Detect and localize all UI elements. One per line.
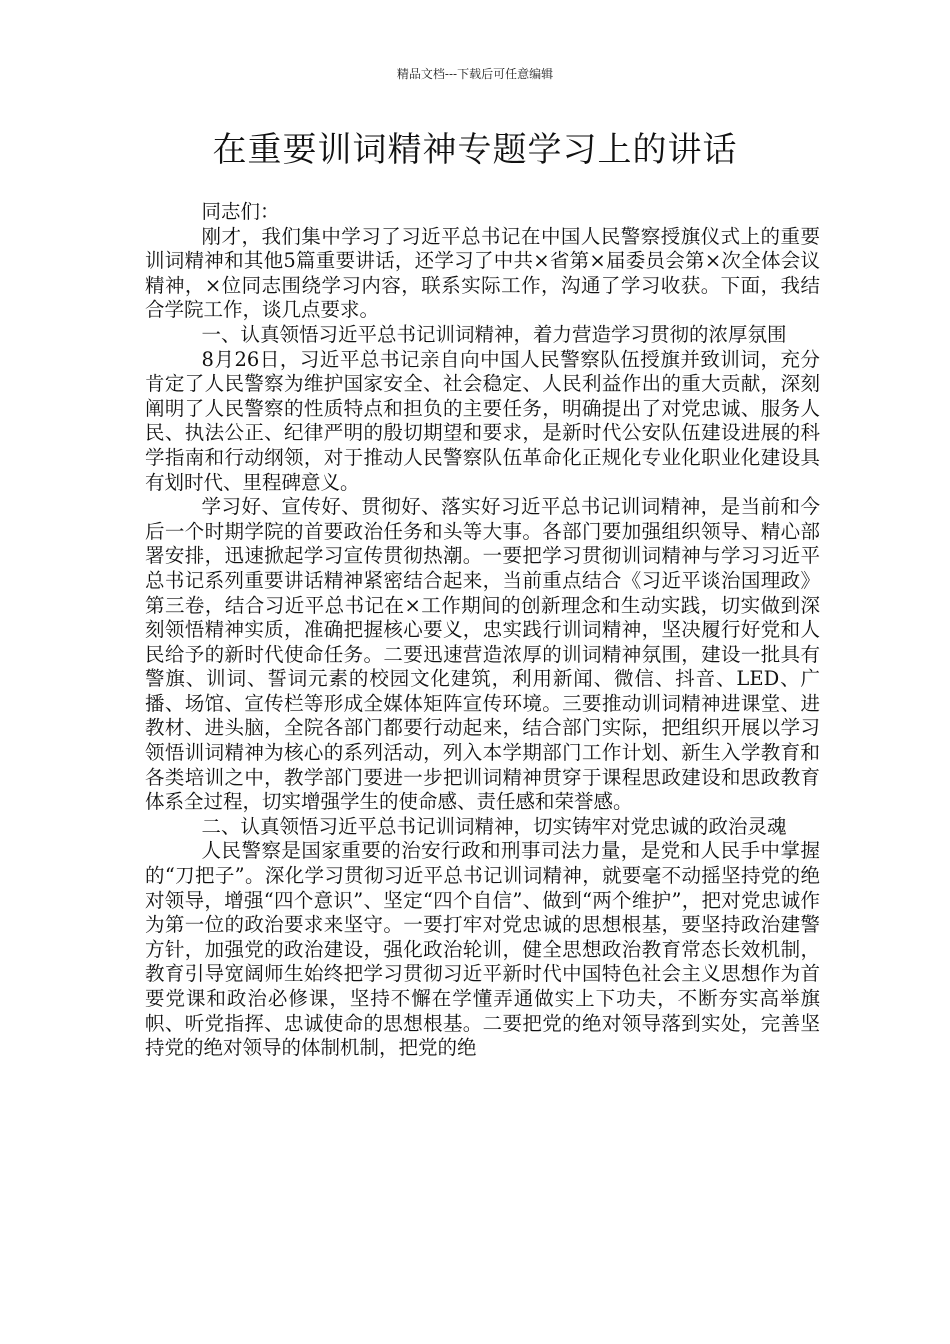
salutation: 同志们：	[201, 200, 280, 223]
document-title: 在重要训词精神专题学习上的讲话	[212, 130, 738, 170]
document-body	[145, 200, 820, 1061]
section-heading-2: 二、认真领悟习近平总书记训词精神，切实铸牢对党忠诚的政治灵魂	[201, 814, 787, 838]
paragraph: 8月26日，习近平总书记亲自向中国人民警察队伍授旗并致训词，充分肯定了人民警察为维护国家安全、社会稳定、人民利益作出的重大贡献，深刻阐明了人民警察的性质特点和担负的主要任务，明确提出了对党忠诚、服务人民、执法公正、纪律严明的殷切期望和要求，是新时代公安队伍建设进展的科学指南和行动纲领，对于推动人民警察队伍革命化正规化专业化职业化建设具有划时代、里程碑意义。	[145, 347, 820, 494]
paragraph: 人民警察是国家重要的治安行政和刑事司法力量，是党和人民手中掌握的“刀把子”。深化学习贯彻习近平总书记训词精神，就要毫不动摇坚持党的绝对领导，增强“四个意识”、坚定“四个自信”、做到“两个维护”，把对党忠诚作为第一位的政治要求来坚守。一要打牢对党忠诚的思想根基，要坚持政治建警方针，加强党的政治建设，强化政治轮训，健全思想政治教育常态长效机制，教育引导宽阔师生始终把学习贯彻习近平新时代中国特色社会主义思想作为首要党课和政治必修课，坚持不懈在学懂弄通做实上下功夫，不断夯实高举旗帜、听党指挥、忠诚使命的思想根基。二要把党的绝对领导落到实处，完善坚持党的绝对领导的体制机制，把党的绝	[145, 839, 820, 1060]
header-note: 精品文档---下载后可任意编辑	[396, 67, 554, 81]
paragraph: 学习好、宣传好、贯彻好、落实好习近平总书记训词精神，是当前和今后一个时期学院的首要政治任务和头等大事。各部门要加强组织领导、精心部署安排，迅速掀起学习宣传贯彻热潮。一要把学习贯彻训词精神与学习习近平总书记系列重要讲话精神紧密结合起来，当前重点结合《习近平谈治国理政》第三卷，结合习近平总书记在×工作期间的创新理念和生动实践，切实做到深刻领悟精神实质，准确把握核心要义，忠实践行训词精神，坚决履行好党和人民给予的新时代使命任务。二要迅速营造浓厚的训词精神氛围，建设一批具有警旗、训词、誓词元素的校园文化建筑，利用新闻、微信、抖音、LED、广播、场馆、宣传栏等形成全媒体矩阵宣传环境。三要推动训词精神进课堂、进教材、进头脑，全院各部门都要行动起来，结合部门实际，把组织开展以学习领悟训词精神为核心的系列活动，列入本学期部门工作计划、新生入学教育和各类培训之中，教学部门要进一步把训词精神贯穿于课程思政建设和思政教育体系全过程，切实增强学生的使命感、责任感和荣誉感。	[145, 495, 820, 814]
paragraph-intro: 刚才，我们集中学习了习近平总书记在中国人民警察授旗仪式上的重要训词精神和其他5篇重要讲话，还学习了中共×省第×届委员会第×次全体会议精神，×位同志围绕学习内容，联系实际工作，沟通了学习收获。下面，我结合学院工作，谈几点要求。	[145, 224, 820, 322]
section-heading-1: 一、认真领悟习近平总书记训词精神，着力营造学习贯彻的浓厚氛围	[201, 322, 787, 346]
